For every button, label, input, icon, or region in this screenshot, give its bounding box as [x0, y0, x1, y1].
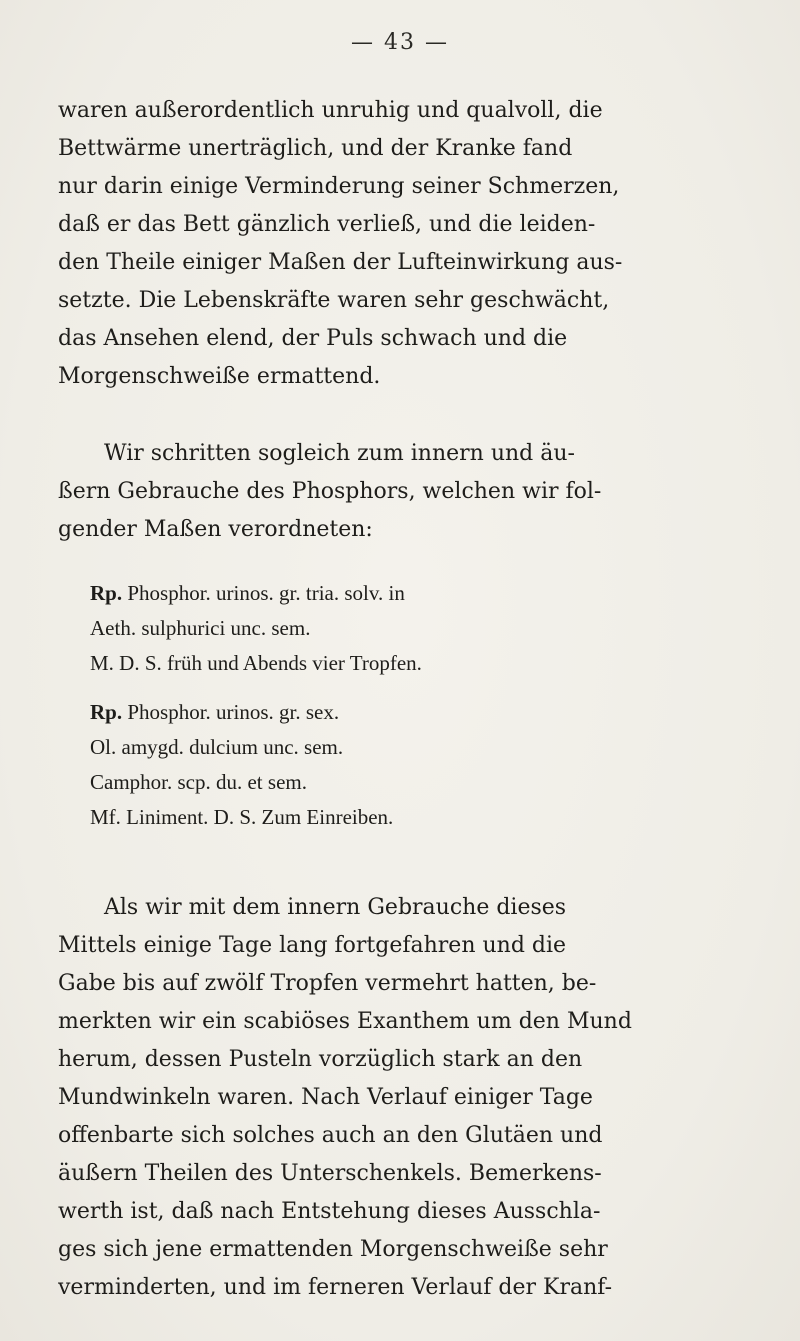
text-line: herum, dessen Pusteln vorzüglich stark an den: [58, 1047, 583, 1072]
recipe-line: M. D. S. früh und Abends vier Tropfen.: [90, 651, 422, 675]
text-line: waren außerordentlich unruhig und qualvoll, die: [58, 98, 603, 123]
text-line: werth ist, daß nach Entstehung dieses Ausschla-: [58, 1199, 601, 1224]
text-line: das Ansehen elend, der Puls schwach und die: [58, 326, 568, 351]
text-line: Mittels einige Tage lang fortgefahren und die: [58, 933, 567, 958]
text-line: Als wir mit dem innern Gebrauche dieses: [104, 895, 567, 920]
paragraph-2: [58, 435, 776, 549]
text-line: daß er das Bett gänzlich verließ, und die leiden-: [58, 212, 596, 237]
prescription-1: [90, 576, 770, 681]
recipe-text: Phosphor. urinos. gr. sex.: [122, 700, 340, 724]
paragraph-3: [58, 889, 776, 1307]
recipe-line: Ol. amygd. dulcium unc. sem.: [90, 735, 344, 759]
text-line: ges sich jene ermattenden Morgenschweiße sehr: [58, 1237, 608, 1262]
text-line: Gabe bis auf zwölf Tropfen vermehrt hatten, be-: [58, 971, 597, 996]
text-line: nur darin einige Verminderung seiner Schmerzen,: [58, 174, 620, 199]
recipe-line: [90, 576, 770, 611]
text-line: Mundwinkeln waren. Nach Verlauf einiger Tage: [58, 1085, 593, 1110]
recipe-line: Mf. Liniment. D. S. Zum Einreiben.: [90, 805, 394, 829]
text-line: setzte. Die Lebenskräfte waren sehr geschwächt,: [58, 288, 610, 313]
text-line: Morgenschweiße ermattend.: [58, 364, 381, 389]
text-line: ßern Gebrauche des Phosphors, welchen wir fol-: [58, 479, 602, 504]
prescription-2: [90, 695, 770, 835]
recipe-line: Aeth. sulphurici unc. sem.: [90, 616, 311, 640]
text-line: gender Maßen verordneten:: [58, 517, 373, 542]
page-number: — 43 —: [351, 30, 449, 55]
text-line: den Theile einiger Maßen der Lufteinwirkung aus-: [58, 250, 623, 275]
text-line: verminderten, und im ferneren Verlauf der Kranf-: [58, 1275, 613, 1300]
text-line: Bettwärme unerträglich, und der Kranke fand: [58, 136, 573, 161]
text-line: offenbarte sich solches auch an den Glutäen und: [58, 1123, 603, 1148]
recipe-line: [90, 695, 770, 730]
text-line: äußern Theilen des Unterschenkels. Bemerkens-: [58, 1161, 602, 1186]
text-line: merkten wir ein scabiöses Exanthem um den Mund: [58, 1009, 632, 1034]
rx-mark: Rp.: [90, 700, 123, 724]
paragraph-1: [58, 92, 776, 396]
text-line: Wir schritten sogleich zum innern und äu-: [104, 441, 575, 466]
recipe-text: Phosphor. urinos. gr. tria. solv. in: [122, 581, 405, 605]
rx-mark: Rp.: [90, 581, 123, 605]
recipe-line: Camphor. scp. du. et sem.: [90, 770, 307, 794]
